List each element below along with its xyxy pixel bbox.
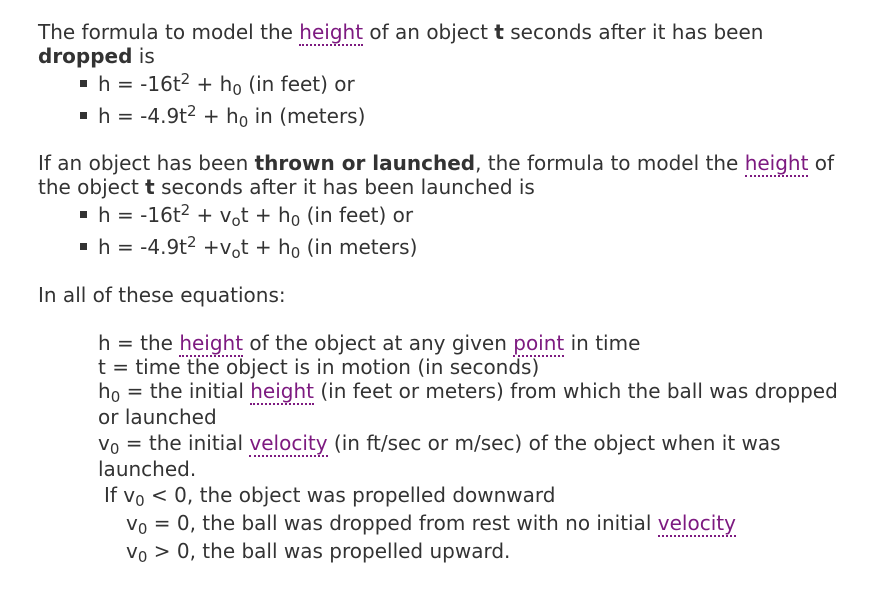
subscript: o [231, 244, 241, 262]
superscript: 2 [180, 201, 191, 219]
subscript: 0 [137, 520, 148, 538]
text: If an object has been [38, 151, 255, 175]
definition-h [98, 331, 868, 355]
subscript: 0 [290, 244, 301, 262]
height-link[interactable]: height [299, 20, 364, 44]
superscript: 2 [180, 70, 191, 88]
text: t + h [240, 203, 291, 227]
text: h = -16t [98, 72, 181, 96]
text: v [98, 431, 110, 455]
variable-t: t [145, 175, 155, 199]
thrown-formula-list [38, 199, 868, 263]
text: = 0, the ball was dropped from rest with no initial [147, 511, 658, 535]
text: +v [196, 235, 232, 259]
condition-positive [98, 539, 868, 566]
height-link[interactable]: height [179, 331, 244, 355]
bold-dropped: dropped [38, 44, 133, 68]
bold-thrown: thrown or launched [254, 151, 476, 175]
definition-h0 [98, 379, 868, 406]
velocity-link[interactable]: velocity [249, 431, 328, 455]
list-item [38, 231, 868, 263]
definition-h0-cont: or launched [98, 405, 217, 429]
definitions-heading: In all of these equations: [38, 283, 286, 307]
text: + v [190, 203, 232, 227]
subscript: o [231, 212, 241, 230]
dropped-intro [38, 20, 868, 68]
variable-t: t [494, 20, 504, 44]
text: (in feet) or [241, 72, 355, 96]
subscript: 0 [232, 81, 242, 99]
text: t + h [240, 235, 291, 259]
text: = the initial [120, 379, 251, 403]
dropped-formula-list [38, 68, 868, 132]
velocity-link[interactable]: velocity [657, 511, 736, 535]
text: (in ft/sec or m/sec) of the object when it was [327, 431, 781, 455]
point-link[interactable]: point [513, 331, 565, 355]
subscript: 0 [135, 492, 145, 510]
thrown-intro [38, 151, 868, 199]
list-item [38, 68, 868, 100]
list-item [38, 199, 868, 231]
text: of an object [363, 20, 495, 44]
text: (in feet) or [300, 203, 414, 227]
height-link[interactable]: height [250, 379, 314, 403]
definition-v0 [98, 431, 868, 458]
text: seconds after it has been launched is [154, 175, 535, 199]
text: (in feet or meters) from which the ball was dropped [314, 379, 838, 403]
subscript: 0 [110, 388, 121, 406]
superscript: 2 [187, 233, 197, 251]
height-link[interactable]: height [744, 151, 809, 175]
text: > 0, the ball was propelled upward. [147, 539, 511, 563]
definition-t: t = time the object is in motion (in seconds) [98, 355, 540, 379]
text: seconds after it has been [503, 20, 764, 44]
subscript: 0 [137, 548, 148, 566]
text: v [126, 539, 138, 563]
list-item [38, 100, 868, 132]
text: of [808, 151, 835, 175]
definition-v0-cont: launched. [98, 457, 197, 481]
text: + h [190, 72, 233, 96]
text: + h [196, 104, 239, 128]
superscript: 2 [187, 102, 197, 120]
text: , the formula to model the [475, 151, 745, 175]
text: is [132, 44, 155, 68]
article-content [38, 20, 868, 566]
text: = the initial [119, 431, 250, 455]
text: in (meters) [248, 104, 366, 128]
text: The formula to model the [38, 20, 300, 44]
condition-zero [98, 511, 868, 538]
text: h [98, 379, 111, 403]
text: in time [564, 331, 641, 355]
text: v [126, 511, 138, 535]
text: h = -4.9t [98, 104, 188, 128]
definitions-block [98, 331, 868, 566]
text: (in meters) [300, 235, 418, 259]
text: of the object at any given [243, 331, 514, 355]
text: h = -4.9t [98, 235, 188, 259]
text: If v [104, 483, 136, 507]
text: h = -16t [98, 203, 181, 227]
subscript: 0 [109, 440, 120, 458]
text: the object [38, 175, 146, 199]
subscript: 0 [290, 212, 301, 230]
text: h = the [98, 331, 180, 355]
subscript: 0 [238, 113, 249, 131]
condition-negative [98, 483, 868, 510]
text: < 0, the object was propelled downward [144, 483, 556, 507]
